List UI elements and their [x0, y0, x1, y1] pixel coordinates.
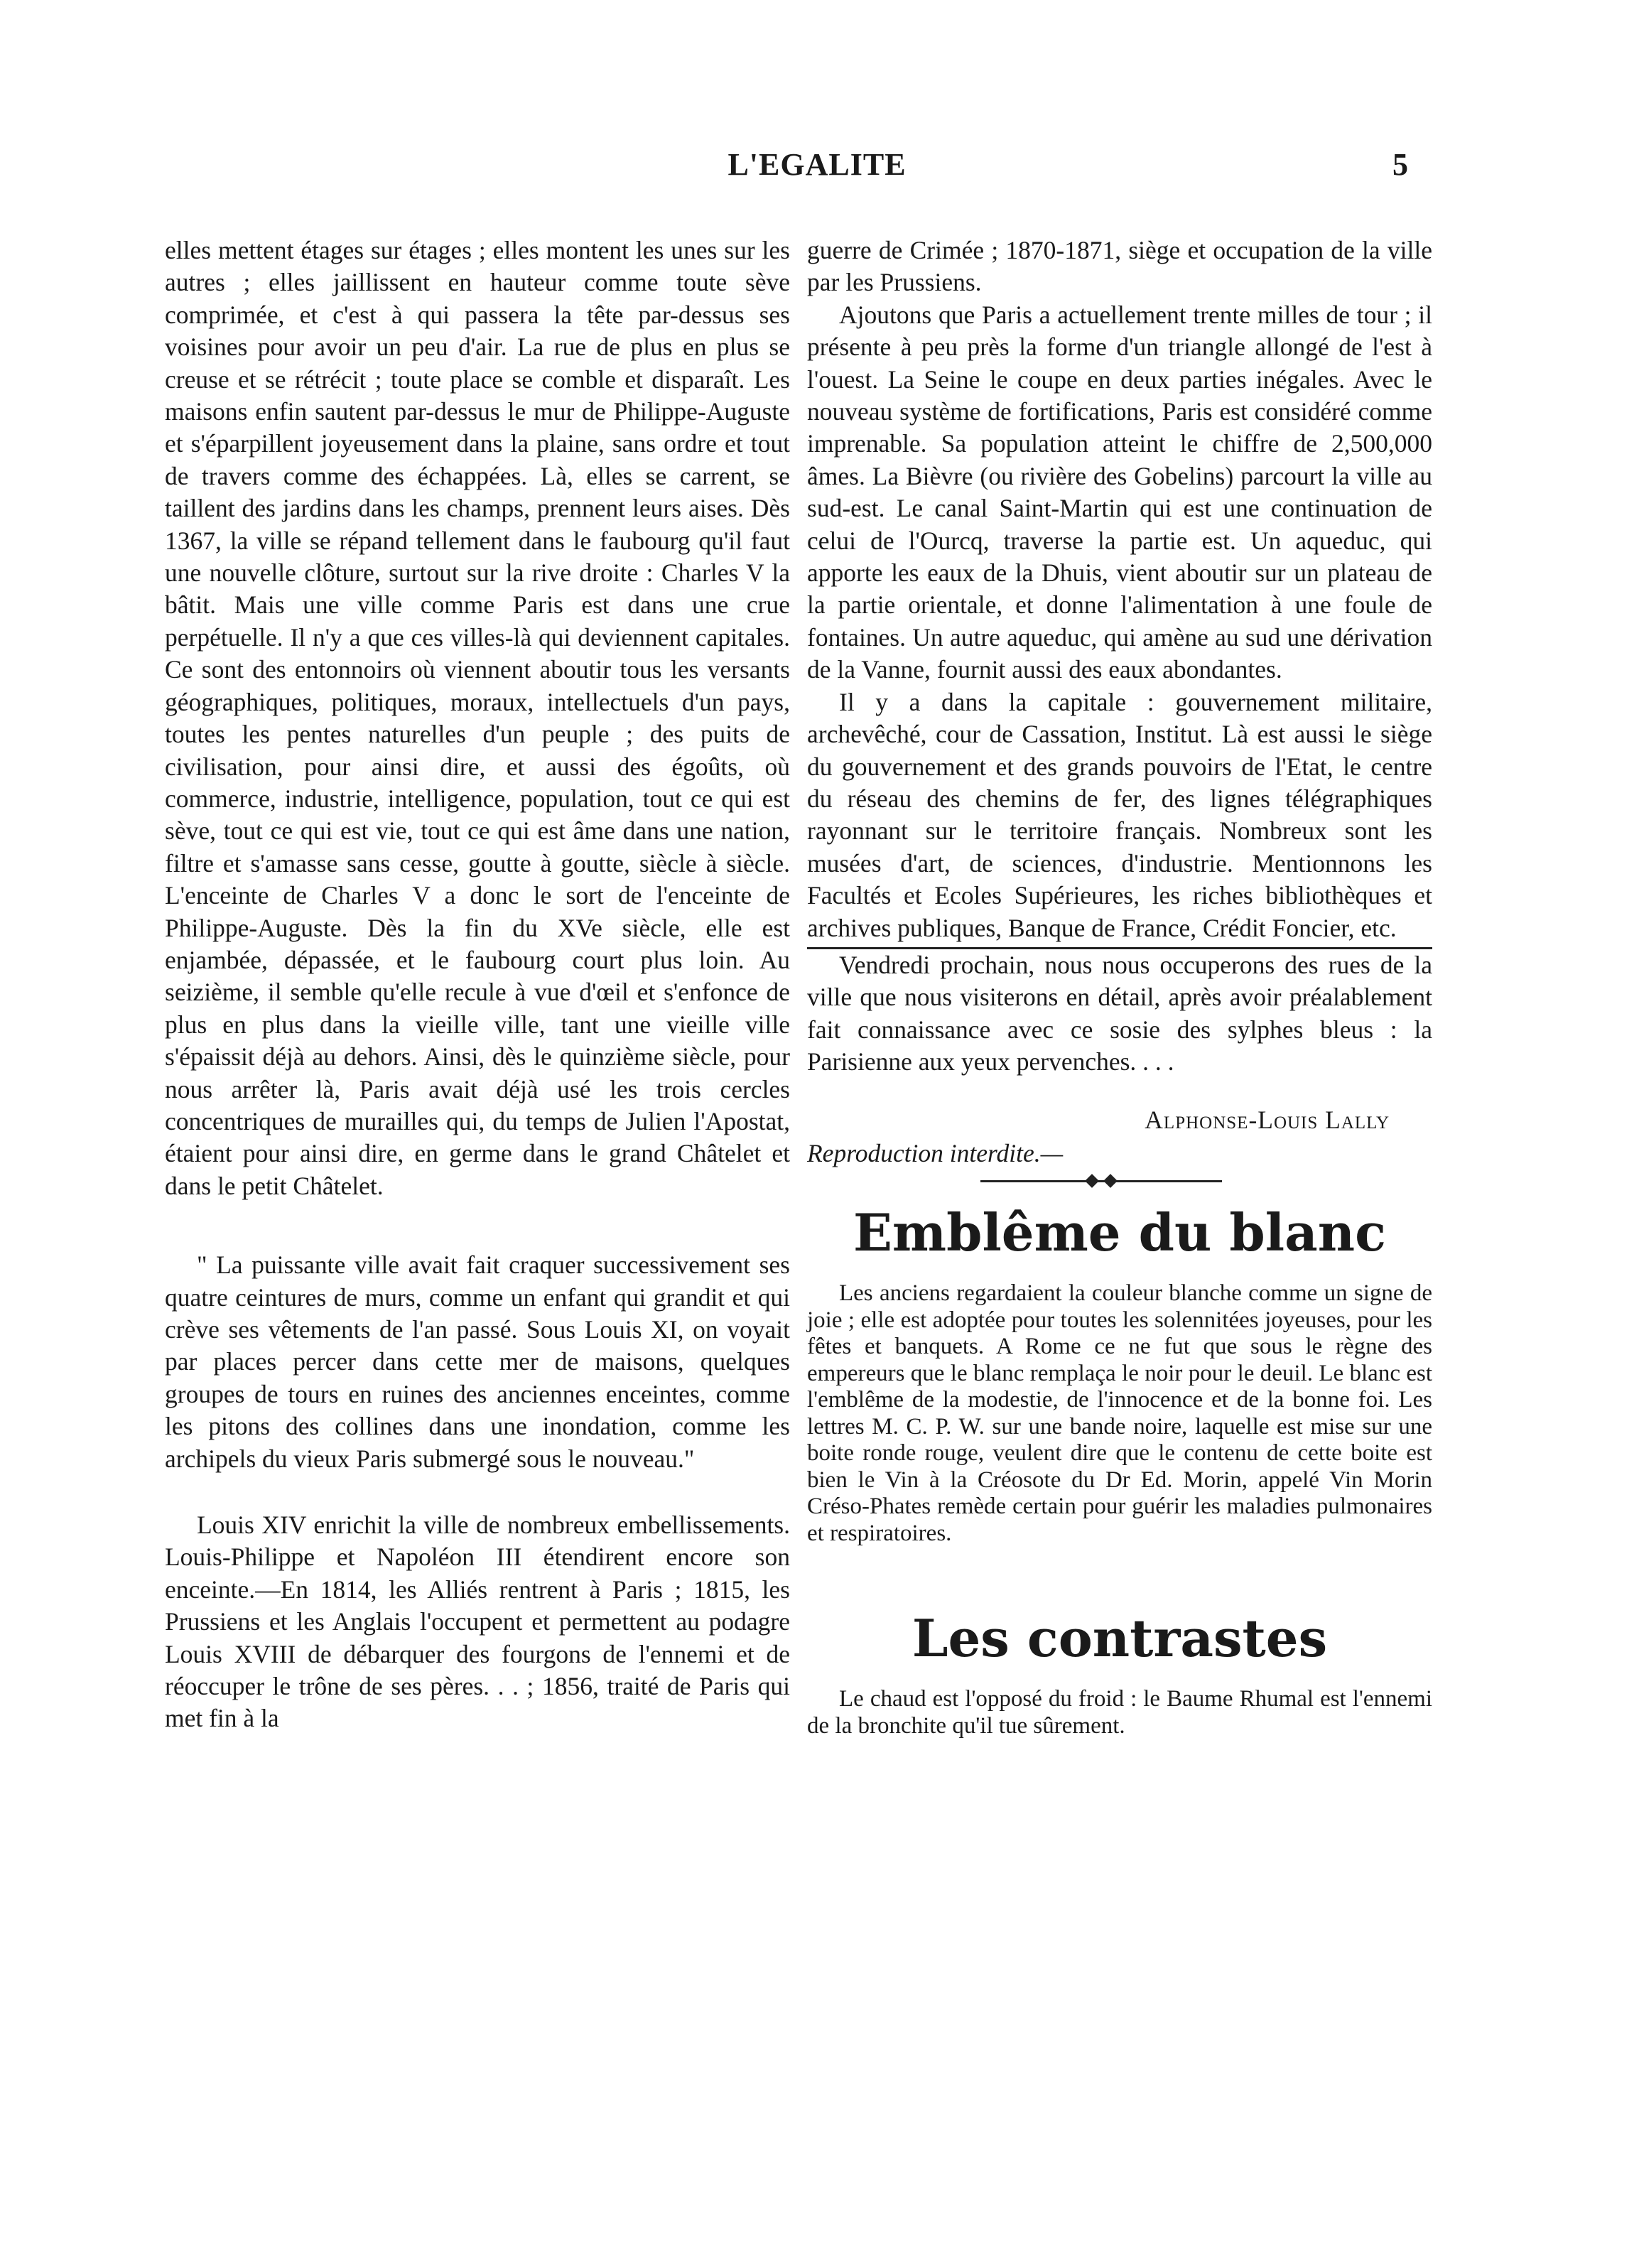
article-body-blanc-wrapper [807, 1280, 1432, 1547]
paragraph-institutions: Il y a dans la capitale : gouvernement militaire, archevêché, cour de Cassation, Institut. Là est aussi le siège du gouvernement et des grands pouvoirs de l'Etat, le centre du réseau des chemins de fer, des lignes télégraphiques rayonnant sur le territoire français. Nombreux sont les musées d'art, de sciences, d'industrie. Mentionnons les Facultés et Ecoles Supérieures, les riches bibliothèques et archives publiques, Banque de France, Crédit Foncier, etc. [807, 687, 1432, 942]
article-body-contrastes-wrapper [807, 1686, 1432, 1739]
left-column [165, 234, 790, 1735]
article-body-contrastes: Le chaud est l'opposé du froid : le Baume Rhumal est l'ennemi de la bronchite qu'il tue sûrement. [807, 1686, 1432, 1739]
paragraph-geography: Ajoutons que Paris a actuellement trente milles de tour ; il présente à peu près la forme d'un triangle allongé de l'est à l'ouest. La Seine le coupe en deux parties inégales. Avec le nouveau système de fortifications, Paris est considéré comme imprenable. Sa population atteint le chiffre de 2,500,000 âmes. La Bièvre (ou rivière des Gobelins) parcourt la ville au sud-est. Le canal Saint-Martin qui est une continuation de celui de l'Ourcq, traverse la partie est. Un aqueduc, qui apporte les eaux de la Dhuis, vient aboutir sur un plateau de la partie orientale, et donne l'alimentation à une foule de fontaines. Un autre aqueduc, qui amène au sud une dérivation de la Vanne, fournit aussi des eaux abondantes. [807, 300, 1432, 684]
quote-paragraph: " La puissante ville avait fait craquer successivement ses quatre ceintures de murs, comme un enfant qui grandit et qui crève ses vêtements de l'an passé. Sous Louis XI, on voyait par places percer dans cette mer de maisons, quelques groupes de tours en ruines des anciennes enceintes, comme les pitons des collines dans une inondation, comme les archipels du vieux Paris submergé sous le nouveau." [165, 1251, 790, 1473]
paragraph-history: Louis XIV enrichit la ville de nombreux embellissements. Louis-Philippe et Napoléon III étendirent encore son enceinte.—En 1814, les Alliés rentrent à Paris ; 1815, les Prussiens et les Anglais l'occupent et permettent au podagre Louis XVIII de débarquer des fourgons de l'ennemi et de réoccuper le trône de ses pères. . . ; 1856, traité de Paris qui met fin à la [165, 1511, 790, 1733]
paragraph-crimea: guerre de Crimée ; 1870-1871, siège et occupation de la ville par les Prussiens. [807, 236, 1432, 297]
reproduction-notice: Reproduction interdite.— [807, 1138, 1064, 1167]
page-header-title: L'EGALITE [727, 147, 907, 182]
article-title-contrastes: Les contrastes [912, 1608, 1328, 1669]
article-title-blanc: Emblême du blanc [853, 1202, 1386, 1263]
author-signature: Alphonse-Louis Lally [1145, 1105, 1390, 1134]
page-number: 5 [1392, 147, 1408, 182]
paragraph-paris-growth: elles mettent étages sur étages ; elles montent les unes sur les autres ; elles jaillissent en hauteur comme toute sève comprimée, et c'est à qui passera la tête par-dessus ses voisines pour avoir un peu d'air. La rue de plus en plus se creuse et se rétrécit ; toute place se comble et disparaît. Les maisons enfin sautent par-dessus le mur de Philippe-Auguste et s'éparpillent joyeusement dans la plaine, sans ordre et tout de travers comme des échappées. Là, elles se carrent, se taillent des jardins dans les champs, prennent leurs aises. Dès 1367, la ville se répand tellement dans le faubourg qu'il faut une nouvelle clôture, surtout sur la rive droite : Charles V la bâtit. Mais une ville comme Paris est dans une crue perpétuelle. Il n'y a que ces villes-là qui deviennent capitales. Ce sont des entonnoirs où viennent aboutir tous les versants géographiques, politiques, moraux, intellectuels d'un pays, toutes les pentes naturelles d'un peuple ; des puits de civilisation, pour ainsi dire, et aussi des égoûts, où commerce, industrie, intelligence, population, tout ce qui est sève, tout ce qui est vie, tout ce qui est âme dans une nation, filtre et s'amasse sans cesse, goutte à goutte, siècle à siècle. L'enceinte de Charles V a donc le sort de l'enceinte de Philippe-Auguste. Dès la fin du XVe siècle, elle est enjambée, dépassée, et le faubourg court plus loin. Au seizième, il semble qu'elle recule à vue d'œil et s'enfonce de plus en plus dans la vieille ville, tant une vieille ville s'épaissit déjà au dehors. Ainsi, dès le quinzième siècle, pour nous arrêter là, Paris avait déjà usé les trois cercles concentriques de murailles qui, du temps de Julien l'Apostat, étaient pour ainsi dire, en germe dans le grand Châtelet et dans le petit Châtelet. [165, 236, 790, 1200]
paragraph-next-friday: Vendredi prochain, nous nous occuperons des rues de la ville que nous visiterons en détail, après avoir préalablement fait connaissance avec ce sosie des sylphes bleus : la Parisienne aux yeux pervenches. . . . [807, 950, 1432, 1076]
article-body-blanc: Les anciens regardaient la couleur blanche comme un signe de joie ; elle est adoptée pour toutes les solennitées joyeuses, pour les fêtes et banquets. A Rome ce ne fut que sous le règne des empereurs que le blanc remplaça le noir pour le deuil. Le blanc est l'emblême de la modestie, de l'innocence et de la bonne foi. Les lettres M. C. P. W. sur une bande noire, laquelle est mise sur une boite ronde rouge, veulent dire que le contenu de cette boite est bien le Vin à la Créosote du Dr Ed. Morin, appelé Vin Morin Créso-Phates remède certain pour guérir les maladies pulmonaires et respiratoires. [807, 1280, 1432, 1546]
ornament-divider [980, 1174, 1222, 1188]
right-column [807, 234, 1432, 1739]
